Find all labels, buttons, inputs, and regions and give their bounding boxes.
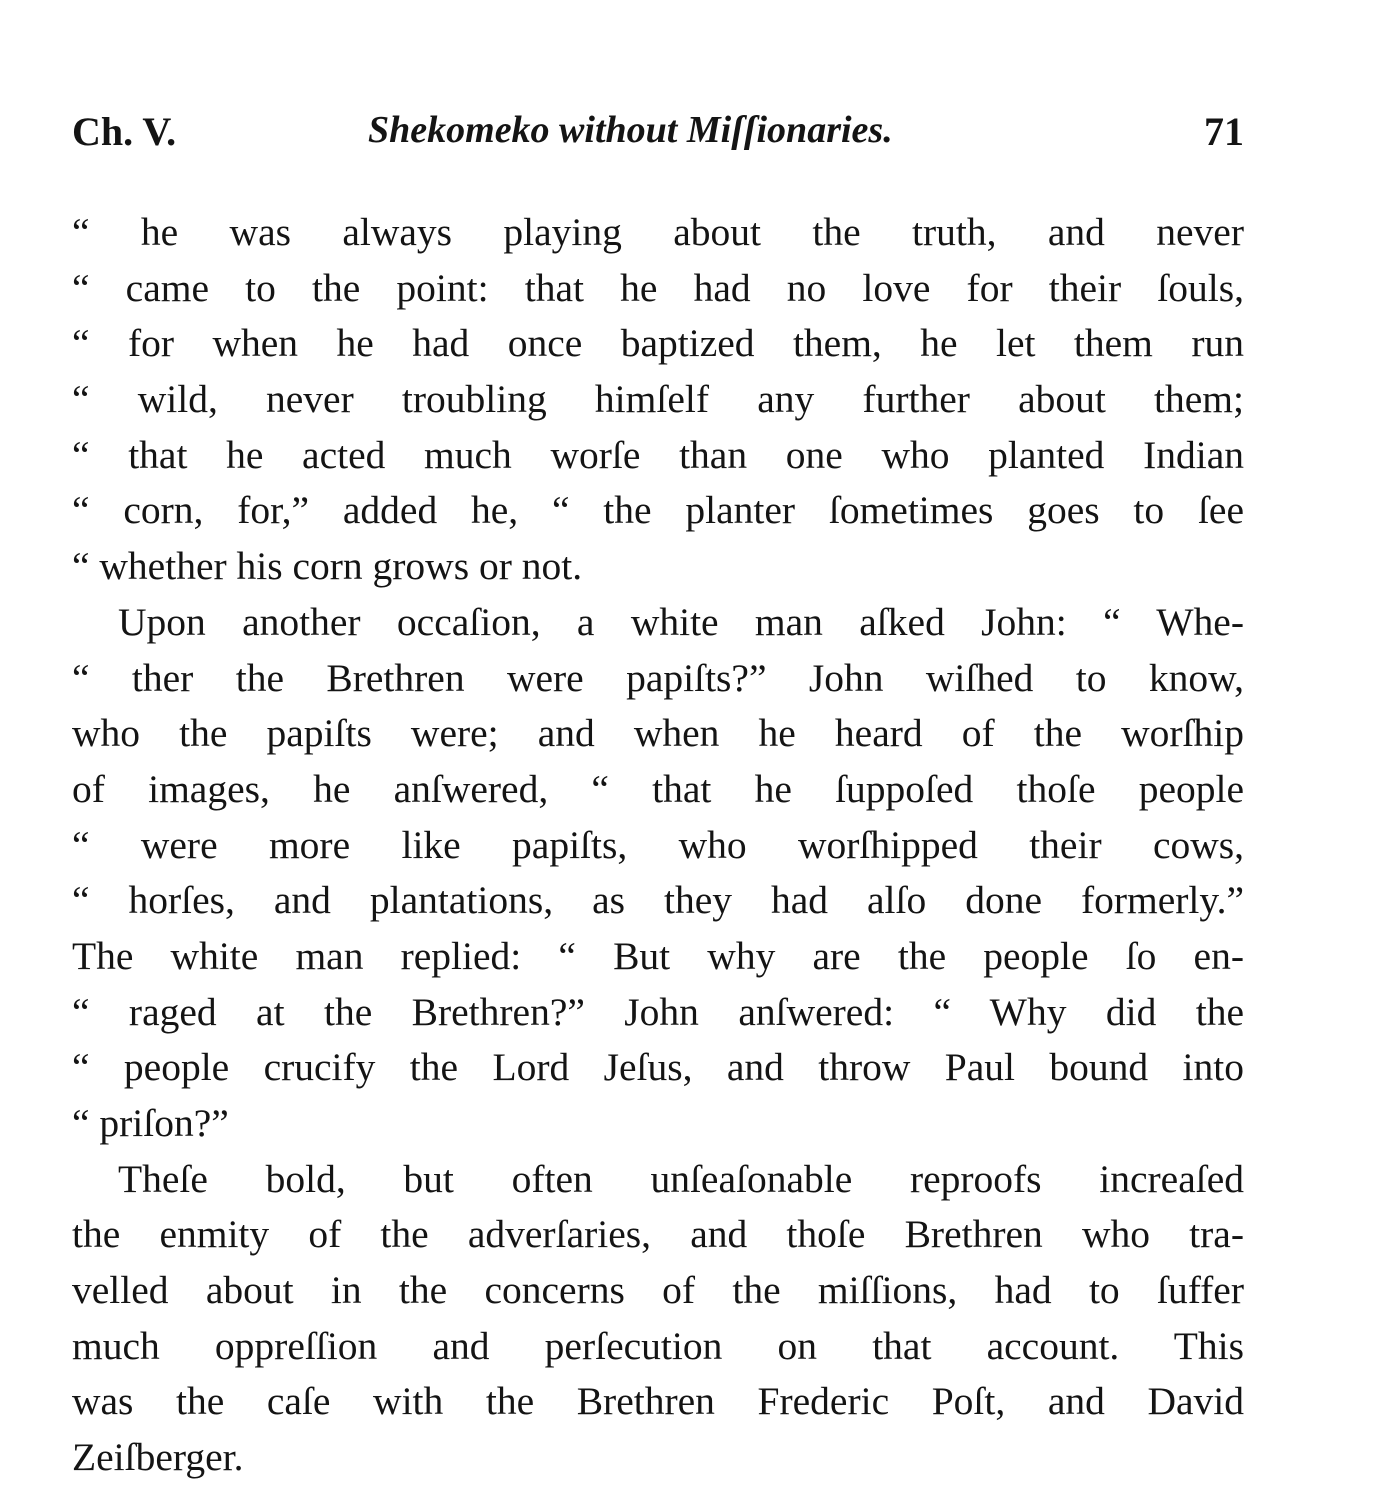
text-line: “ he was always playing about the truth, and never	[72, 210, 1244, 254]
text-line: “ priſon?”	[72, 1101, 229, 1145]
text-line: “ raged at the Brethren?” John anſwered: “ Why did the	[72, 989, 1244, 1034]
paragraph	[72, 1152, 1244, 1486]
page-header	[72, 100, 1244, 160]
text-line: Theſe bold, but often unſeaſonable reproofs increaſed	[118, 1156, 1244, 1201]
text-line: “ that he acted much worſe than one who planted Indian	[72, 432, 1244, 477]
paragraph	[72, 205, 1244, 595]
text-line: much oppreſſion and perſecution on that account. This	[72, 1323, 1244, 1368]
text-line: “ for when he had once baptized them, he let them run	[72, 321, 1244, 366]
page-number: 71	[1204, 109, 1244, 154]
running-title: Shekomeko without Miſſionaries.	[368, 109, 893, 151]
text-line: of images, he anſwered, “ that he ſuppoſed thoſe people	[72, 766, 1244, 811]
text-line: The white man replied: “ But why are the people ſo en-	[72, 933, 1244, 978]
text-line: “ were more like papiſts, who worſhipped their cows,	[72, 822, 1244, 867]
text-line: “ horſes, and plantations, as they had alſo done formerly.”	[72, 878, 1244, 923]
paragraph	[72, 595, 1244, 1152]
body-text	[72, 205, 1244, 1486]
text-line: “ whether his corn grows or not.	[72, 544, 583, 589]
text-line: velled about in the concerns of the miſſions, had to ſuffer	[72, 1268, 1244, 1313]
text-line: “ came to the point: that he had no love for their ſouls,	[72, 265, 1244, 310]
text-line: “ people crucify the Lord Jeſus, and throw Paul bound into	[72, 1045, 1244, 1090]
text-line: “ ther the Brethren were papiſts?” John wiſhed to know,	[72, 655, 1244, 700]
chapter-label: Ch. V.	[72, 109, 177, 154]
text-line: “ wild, never troubling himſelf any further about them;	[72, 377, 1244, 422]
text-line: the enmity of the adverſaries, and thoſe Brethren who tra-	[72, 1212, 1244, 1257]
text-line: Upon another occaſion, a white man aſked John: “ Whe-	[118, 599, 1244, 644]
text-line: “ corn, for,” added he, “ the planter ſometimes goes to ſee	[72, 488, 1244, 533]
text-line: Zeiſberger.	[72, 1435, 244, 1480]
text-line: who the papiſts were; and when he heard of the worſhip	[72, 711, 1244, 756]
text-line: was the caſe with the Brethren Frederic Poſt, and David	[72, 1379, 1244, 1424]
